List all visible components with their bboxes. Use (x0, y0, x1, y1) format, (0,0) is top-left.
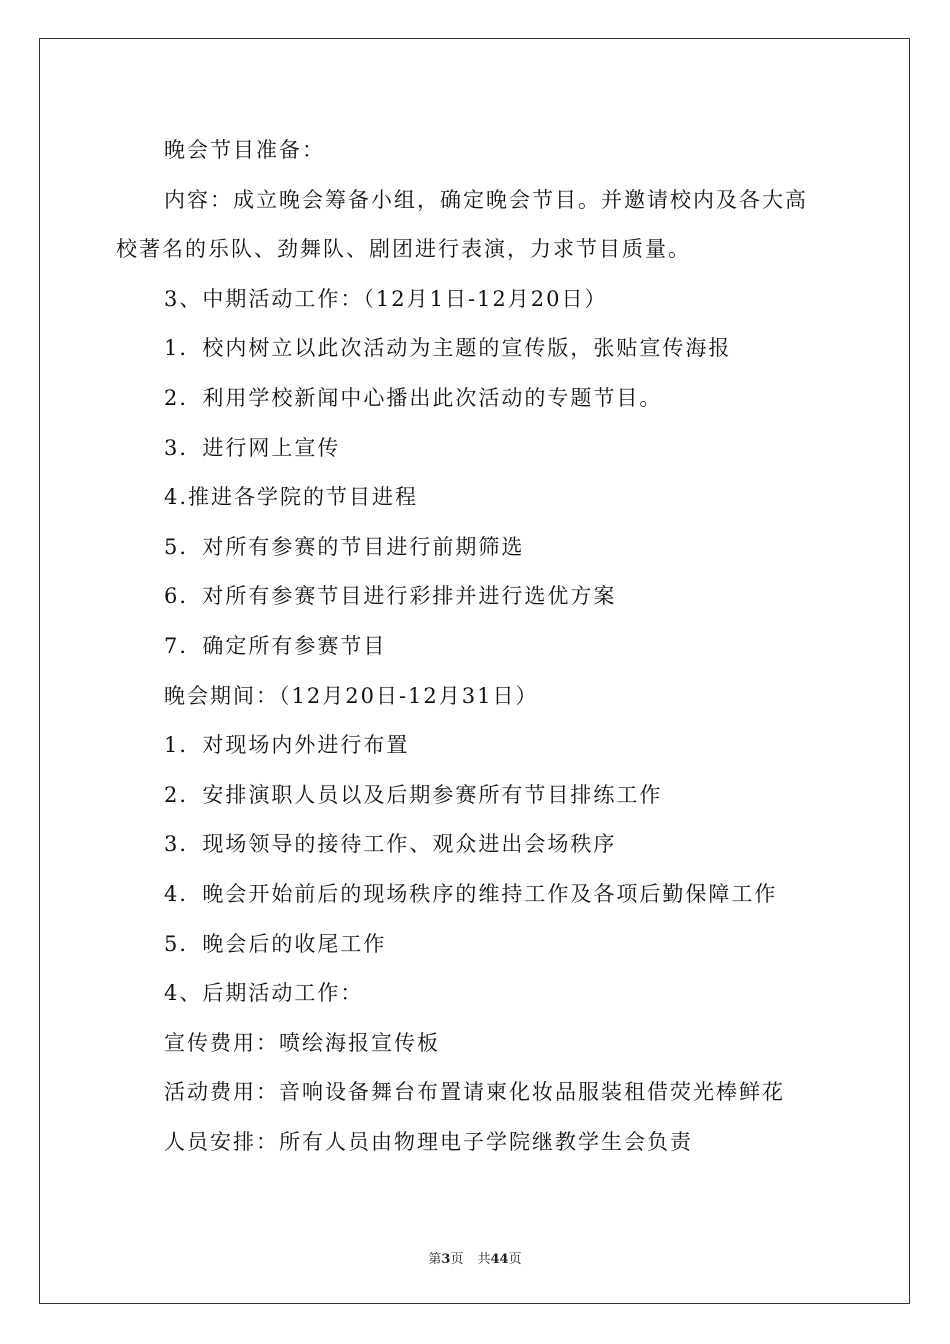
page-total-suffix: 页 (508, 1252, 522, 1267)
list-item: 3．现场领导的接待工作、观众进出会场秩序 (164, 832, 617, 857)
paragraph-line: 校著名的乐队、劲舞队、剧团进行表演，力求节目质量。 (116, 237, 691, 262)
section-heading: 4、后期活动工作： (164, 981, 364, 1006)
list-item: 4．晚会开始前后的现场秩序的维持工作及各项后勤保障工作 (164, 881, 778, 906)
page-number-prefix: 第 (428, 1252, 442, 1267)
page-total-prefix: 共 (477, 1252, 491, 1267)
page-number-suffix: 页 (450, 1252, 464, 1267)
list-item: 6．对所有参赛节目进行彩排并进行选优方案 (164, 584, 617, 609)
list-item: 1．对现场内外进行布置 (164, 733, 410, 758)
document-body (116, 126, 836, 1167)
list-item: 5．晚会后的收尾工作 (164, 931, 387, 956)
paragraph-line: 宣传费用：喷绘海报宣传板 (164, 1030, 440, 1055)
section-heading: 晚会期间：（12月20日-12月31日） (164, 683, 539, 708)
paragraph-line: 活动费用：音响设备舞台布置请柬化妆品服装租借荧光棒鲜花 (164, 1080, 785, 1105)
page-number-current: 3 (441, 1252, 451, 1267)
list-item: 1．校内树立以此次活动为主题的宣传版，张贴宣传海报 (164, 336, 732, 361)
list-item: 4.推进各学院的节目进程 (164, 485, 419, 510)
section-heading: 3、中期活动工作：（12月1日-12月20日） (164, 286, 608, 311)
paragraph-line: 内容：成立晚会筹备小组，确定晚会节目。并邀请校内及各大高 (164, 187, 808, 212)
page-total-count: 44 (490, 1252, 509, 1267)
paragraph-line: 人员安排：所有人员由物理电子学院继教学生会负责 (164, 1129, 693, 1154)
list-item: 7．确定所有参赛节目 (164, 633, 387, 658)
list-item: 2．安排演职人员以及后期参赛所有节目排练工作 (164, 782, 663, 807)
page-footer (0, 1248, 950, 1267)
list-item: 3．进行网上宣传 (164, 435, 341, 460)
paragraph-line: 晚会节目准备： (164, 138, 325, 162)
list-item: 2．利用学校新闻中心播出此次活动的专题节目。 (164, 385, 663, 410)
list-item: 5．对所有参赛的节目进行前期筛选 (164, 534, 525, 559)
